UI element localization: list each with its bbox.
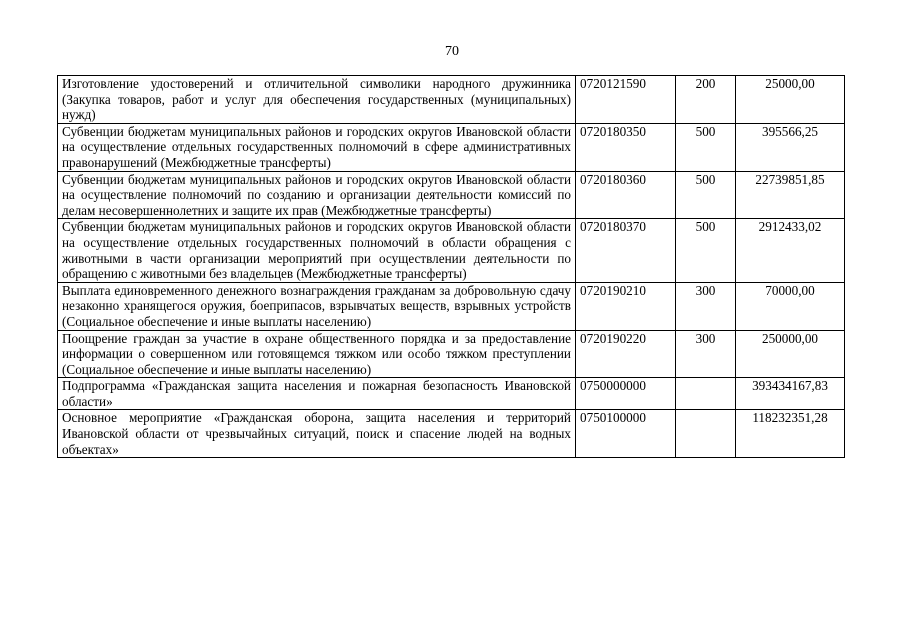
table-row	[58, 219, 845, 282]
row-expense-kind: 300	[676, 330, 736, 378]
row-target-code: 0720180350	[576, 123, 676, 171]
row-expense-kind: 300	[676, 282, 736, 330]
row-target-code: 0750000000	[576, 378, 676, 410]
table-row	[58, 171, 845, 219]
row-description: Изготовление удостоверений и отличительной символики народного дружинника (Закупка товаров, работ и услуг для обеспечения государственных (муниципальных) нужд)	[58, 76, 576, 124]
row-amount: 22739851,85	[736, 171, 845, 219]
row-expense-kind: 500	[676, 171, 736, 219]
row-description: Поощрение граждан за участие в охране общественного порядка и за предоставление информации о совершенном или готовящемся тяжком или особо тяжком преступлении (Социальное обеспечение и иные выплаты населению)	[58, 330, 576, 378]
row-target-code: 0720190210	[576, 282, 676, 330]
row-target-code: 0720190220	[576, 330, 676, 378]
row-target-code: 0720121590	[576, 76, 676, 124]
row-expense-kind: 200	[676, 76, 736, 124]
row-description: Подпрограмма «Гражданская защита населения и пожарная безопасность Ивановской области»	[58, 378, 576, 410]
row-target-code: 0720180360	[576, 171, 676, 219]
row-amount: 250000,00	[736, 330, 845, 378]
row-target-code: 0720180370	[576, 219, 676, 282]
table-row	[58, 282, 845, 330]
row-amount: 395566,25	[736, 123, 845, 171]
table-row	[58, 410, 845, 458]
table-row	[58, 378, 845, 410]
row-expense-kind: 500	[676, 123, 736, 171]
table-row	[58, 76, 845, 124]
table-row	[58, 330, 845, 378]
row-expense-kind: 500	[676, 219, 736, 282]
budget-table	[57, 75, 845, 458]
row-expense-kind	[676, 378, 736, 410]
page-number: 70	[445, 44, 459, 59]
row-expense-kind	[676, 410, 736, 458]
table-row	[58, 123, 845, 171]
row-description: Субвенции бюджетам муниципальных районов и городских округов Ивановской области на осуществление отдельных государственных полномочий в области обращения с животными в части организации мероприятий при осуществлении деятельности по обращению с животными без владельцев (Межбюджетные трансферты)	[58, 219, 576, 282]
row-amount: 2912433,02	[736, 219, 845, 282]
row-target-code: 0750100000	[576, 410, 676, 458]
row-amount: 118232351,28	[736, 410, 845, 458]
row-description: Выплата единовременного денежного вознаграждения гражданам за добровольную сдачу незаконно хранящегося оружия, боеприпасов, взрывчатых веществ, взрывных устройств (Социальное обеспечение и иные выплаты населению)	[58, 282, 576, 330]
row-description: Субвенции бюджетам муниципальных районов и городских округов Ивановской области на осуществление отдельных государственных полномочий в сфере административных правонарушений (Межбюджетные трансферты)	[58, 123, 576, 171]
row-amount: 25000,00	[736, 76, 845, 124]
row-amount: 393434167,83	[736, 378, 845, 410]
row-description: Основное мероприятие «Гражданская оборона, защита населения и территорий Ивановской области от чрезвычайных ситуаций, поиск и спасение людей на водных объектах»	[58, 410, 576, 458]
row-amount: 70000,00	[736, 282, 845, 330]
row-description: Субвенции бюджетам муниципальных районов и городских округов Ивановской области на осуществление полномочий по созданию и организации деятельности комиссий по делам несовершеннолетних и защите их прав (Межбюджетные трансферты)	[58, 171, 576, 219]
